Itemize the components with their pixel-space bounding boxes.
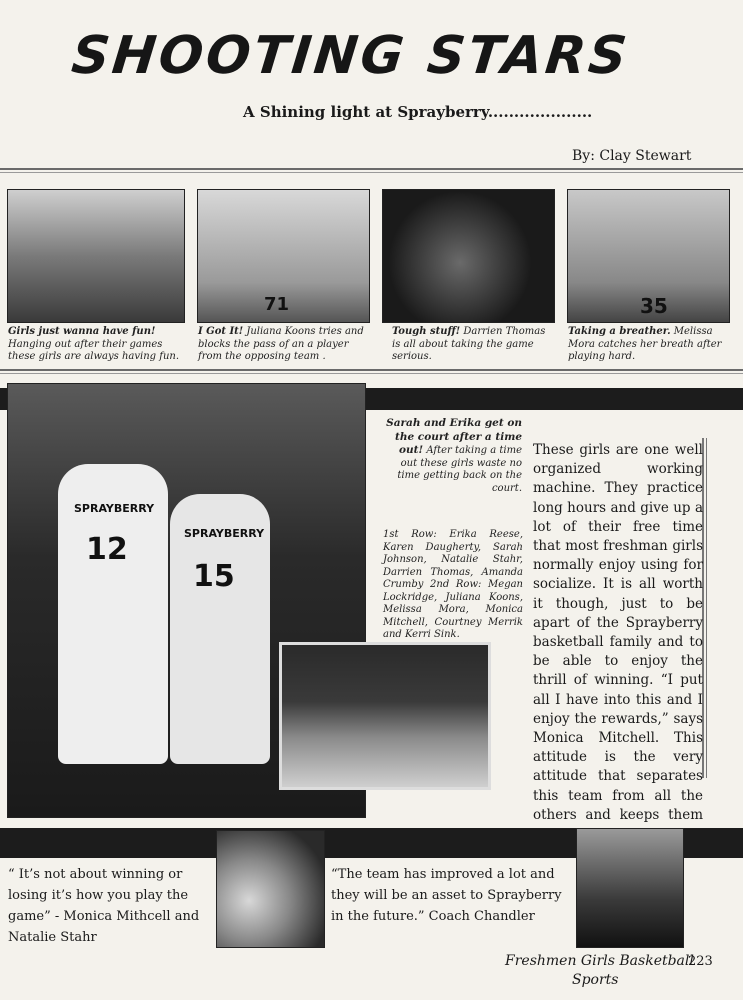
byline: By: Clay Stewart — [572, 148, 692, 164]
photo-team — [279, 642, 491, 790]
jersey-number-left: 12 — [86, 532, 128, 567]
caption-girls-group: Girls just wanna have fun! Hanging out after their games these girls are always having fun. — [8, 326, 180, 362]
header-rule — [0, 168, 743, 170]
quote-monica-natalie: “ It’s not about winning or losing it’s how you play the game” - Monica Mithcell and Natalie Stahr — [8, 867, 200, 945]
caption-juliana: I Got It! Juliana Koons tries and blocks the pass of an a player from the opposing team . — [198, 326, 364, 362]
jersey-number-right: 15 — [193, 559, 235, 594]
roster-caption: 1st Row: Erika Reese, Karen Daugherty, Sarah Johnson, Natalie Stahr, Darrien Thomas, Amanda Crumby 2nd Row: Megan Lockridge, Juliana Koons, Melissa Mora, Monica Mitchell, Courtney Merrik and Kerri Sink. — [383, 529, 523, 640]
section-rule — [0, 369, 743, 371]
photo-coach-chandler — [576, 828, 684, 948]
header-rule-thin — [0, 172, 743, 173]
quote-coach-chandler: “The team has improved a lot and they will be an asset to Sprayberry in the future.” Coach Chandler — [331, 867, 562, 924]
caption-melissa: Taking a breather. Melissa Mora catches her breath after playing hard. — [568, 326, 722, 362]
footer-category: Sports — [572, 972, 619, 988]
jersey-text-right: SPRAYBERRY — [184, 527, 265, 540]
section-rule-thin — [0, 373, 743, 374]
photo-juliana-blocks: 71 — [197, 189, 370, 323]
photo-monica-natalie — [216, 830, 325, 948]
jersey-text-left: SPRAYBERRY — [74, 502, 155, 515]
caption-darrien: Tough stuff! Darrien Thomas is all about taking the game serious. — [392, 326, 546, 362]
article-body: These girls are one well organized working machine. They practice long hours and give up a lot of their free time that most freshman girls normally enjoy using for socialize. It is all worth it though, just to be apart of the Sprayberry basketball family and to be able to enjoy the thrill of winning. “I put all I have into this and I enjoy the rewards,” says Monica Mitchell. This attitude is the very attitude that separates this team from all the others and keeps them — [533, 442, 703, 823]
photo-melissa-mora: 35 — [567, 189, 730, 323]
body-vertical-line-thin — [706, 438, 707, 778]
page-subtitle: A Shining light at Sprayberry.................... — [243, 103, 593, 121]
photo-girls-group — [7, 189, 185, 323]
caption-sarah-erika: Sarah and Erika get on the court after a time out! After taking a time out these girls waste no time getting back on the court. — [386, 417, 522, 494]
footer-section-name: Freshmen Girls Basketball — [505, 953, 694, 969]
page-number: 223 — [688, 954, 713, 969]
photo-darrien-thomas — [382, 189, 555, 323]
page-title: SHOOTING STARS — [68, 26, 633, 86]
